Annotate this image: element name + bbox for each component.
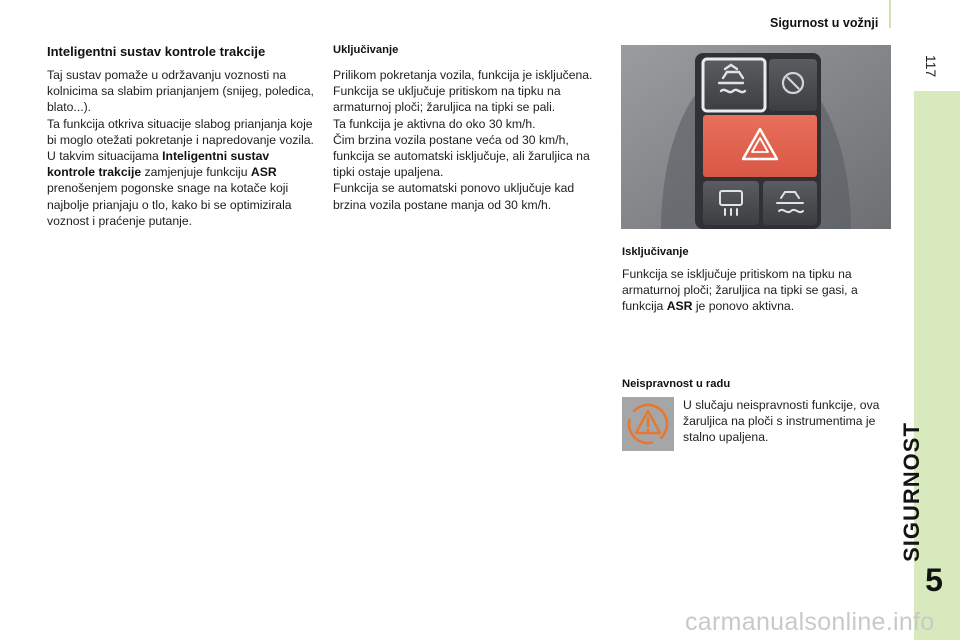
chapter-number: 5 [925, 562, 943, 598]
activation-paragraph-5: Funkcija se automatski ponovo uključuje kad brzina vozila postane manja od 30 km/h. [333, 181, 575, 212]
traction-warning-icon [622, 397, 674, 451]
malfunction-text: U slučaju neispravnosti funkcije, ova žaruljica na ploči s instrumentima je stalno upaljena. [683, 398, 880, 445]
activation-paragraph-4: Čim brzina vozila postane veća od 30 km/h, funkcija se automatski isključuje, ali žaruljica na tipki ostaje upaljena. [333, 132, 590, 180]
running-header: Sigurnost u vožnji [770, 16, 879, 30]
switch-panel-illustration [621, 45, 891, 229]
subheading-activation: Uključivanje [333, 44, 399, 56]
subheading-malfunction: Neispravnost u radu [622, 378, 731, 390]
intro-paragraph-2: Ta funkcija otkriva situacije slabog prianjanja koje bi moglo otežati pokretanje i napredovanje vozila. [47, 116, 314, 147]
subheading-deactivation: Isključivanje [622, 246, 689, 258]
activation-text [333, 67, 603, 213]
activation-paragraph-2: Funkcija se uključuje pritiskom na tipku na armaturnoj ploči; žaruljica na tipki se pali. [333, 84, 561, 115]
deactivation-paragraph: Funkcija se isključuje pritiskom na tipku na armaturnoj ploči; žaruljica na tipki se gasi, a funkcija ASR je ponovo aktivna. [622, 267, 858, 314]
dashboard-switch-panel-photo [621, 45, 891, 229]
page-number: 117 [923, 54, 939, 78]
section-heading: Inteligentni sustav kontrole trakcije [47, 44, 266, 59]
warning-lamp-box [622, 397, 674, 451]
watermark: carmanualsonline.info [685, 608, 935, 636]
activation-paragraph-3: Ta funkcija je aktivna do oko 30 km/h. [333, 116, 536, 131]
intro-paragraph-3: U takvim situacijama Inteligentni sustav kontrole trakcije zamjenjuje funkciju ASR prenošenjem pogonske snage na kotače koji najbolje prianjaju o tlo, kako bi se optimizirala voznost i praćenje putanje. [47, 149, 292, 228]
deactivation-text [622, 266, 890, 315]
chapter-title: SIGURNOST [899, 422, 924, 562]
activation-paragraph-1: Prilikom pokretanja vozila, funkcija je isključena. [333, 68, 593, 82]
intro-text [47, 67, 317, 229]
intro-paragraph-1: Taj sustav pomaže u održavanju voznosti na kolnicima sa slabim prianjanjem (snijeg, poledica, blato...). [47, 68, 314, 115]
header-rule [889, 0, 891, 28]
